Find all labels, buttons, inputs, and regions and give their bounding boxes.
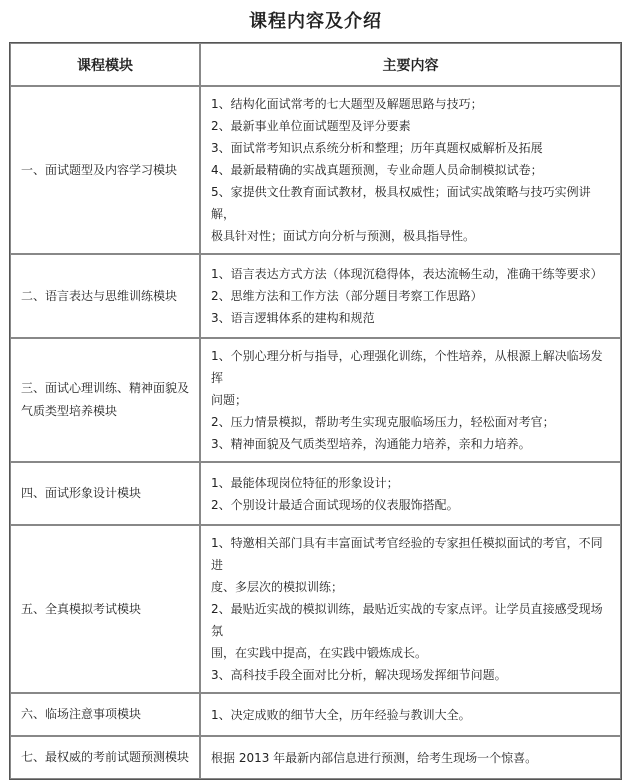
module-cell: 四、面试形象设计模块 (10, 462, 200, 525)
content-line: 1、最能体现岗位特征的形象设计； (211, 475, 399, 490)
module-cell: 五、全真模拟考试模块 (10, 525, 200, 693)
module-line: 气质类型培养模块 (21, 404, 118, 418)
content-line: 2、压力情景模拟，帮助考生实现克服临场压力，轻松面对考官； (211, 415, 555, 429)
module-cell: 六、临场注意事项模块 (10, 693, 200, 736)
content-line: 问题； (211, 393, 248, 407)
content-cell (200, 525, 621, 693)
content-line: 3、语言逻辑体系的建构和规范 (211, 311, 375, 325)
content-line: 3、面试常考知识点系统分析和整理；历年真题权威解析及拓展 (211, 141, 543, 155)
content-line: 1、决定成败的细节大全，历年经验与教训大全。 (211, 707, 471, 722)
content-line: 度、多层次的模拟训练； (211, 580, 344, 594)
module-cell: 一、面试题型及内容学习模块 (10, 86, 200, 254)
table-row (10, 86, 621, 254)
content-line: 1、特邀相关部门具有丰富面试考官经验的专家担任模拟面试的考官，不同进 (211, 536, 603, 572)
content-line: 3、精神面貌及气质类型培养，沟通能力培养，亲和力培养。 (211, 437, 531, 451)
module-cell: 七、最权威的考前试题预测模块 (10, 736, 200, 779)
module-cell: 二、语言表达与思维训练模块 (10, 254, 200, 338)
content-line: 1、个别心理分析与指导，心理强化训练，个性培养，从根源上解决临场发挥 (211, 349, 603, 385)
header-content: 主要内容 (200, 43, 621, 86)
content-line: 围，在实践中提高，在实践中锻炼成长。 (211, 646, 428, 660)
content-cell (200, 736, 621, 779)
page-title: 课程内容及介绍 (249, 11, 382, 32)
header-module: 课程模块 (10, 43, 200, 86)
table-row (10, 254, 621, 338)
content-line: 2、个别设计最适合面试现场的仪表服饰搭配。 (211, 497, 459, 512)
content-line: 1、语言表达方式方法（体现沉稳得体，表达流畅生动，准确干练等要求） (211, 267, 603, 281)
module-cell (10, 338, 200, 462)
content-cell (200, 462, 621, 525)
content-line: 根据 2013 年最新内部信息进行预测，给考生现场一个惊喜。 (211, 750, 538, 765)
content-line: 2、思维方法和工作方法（部分题目考察工作思路） (211, 289, 483, 303)
content-cell (200, 86, 621, 254)
content-line: 3、高科技手段全面对比分析，解决现场发挥细节问题。 (211, 668, 507, 682)
content-line: 5、家提供文仕教育面试教材，极具权威性；面试实战策略与技巧实例讲解， (211, 185, 591, 221)
table-row (10, 525, 621, 693)
content-line: 1、结构化面试常考的七大题型及解题思路与技巧； (211, 97, 483, 111)
content-line: 4、最新最精确的实战真题预测，专业命题人员命制模拟试卷； (211, 163, 543, 177)
content-cell (200, 254, 621, 338)
content-cell (200, 338, 621, 462)
content-line: 2、最贴近实战的模拟训练，最贴近实战的专家点评。让学员直接感受现场氛 (211, 602, 603, 638)
table-row (10, 338, 621, 462)
content-line: 2、最新事业单位面试题型及评分要素 (211, 119, 411, 133)
course-table (9, 42, 622, 780)
table-row (10, 462, 621, 525)
table-row (10, 693, 621, 736)
content-cell (200, 693, 621, 736)
content-line: 极具针对性；面试方向分析与预测，极具指导性。 (211, 229, 476, 243)
table-header-row (10, 43, 621, 86)
table-row (10, 736, 621, 779)
module-line: 三、面试心理训练、精神面貌及 (21, 381, 190, 395)
